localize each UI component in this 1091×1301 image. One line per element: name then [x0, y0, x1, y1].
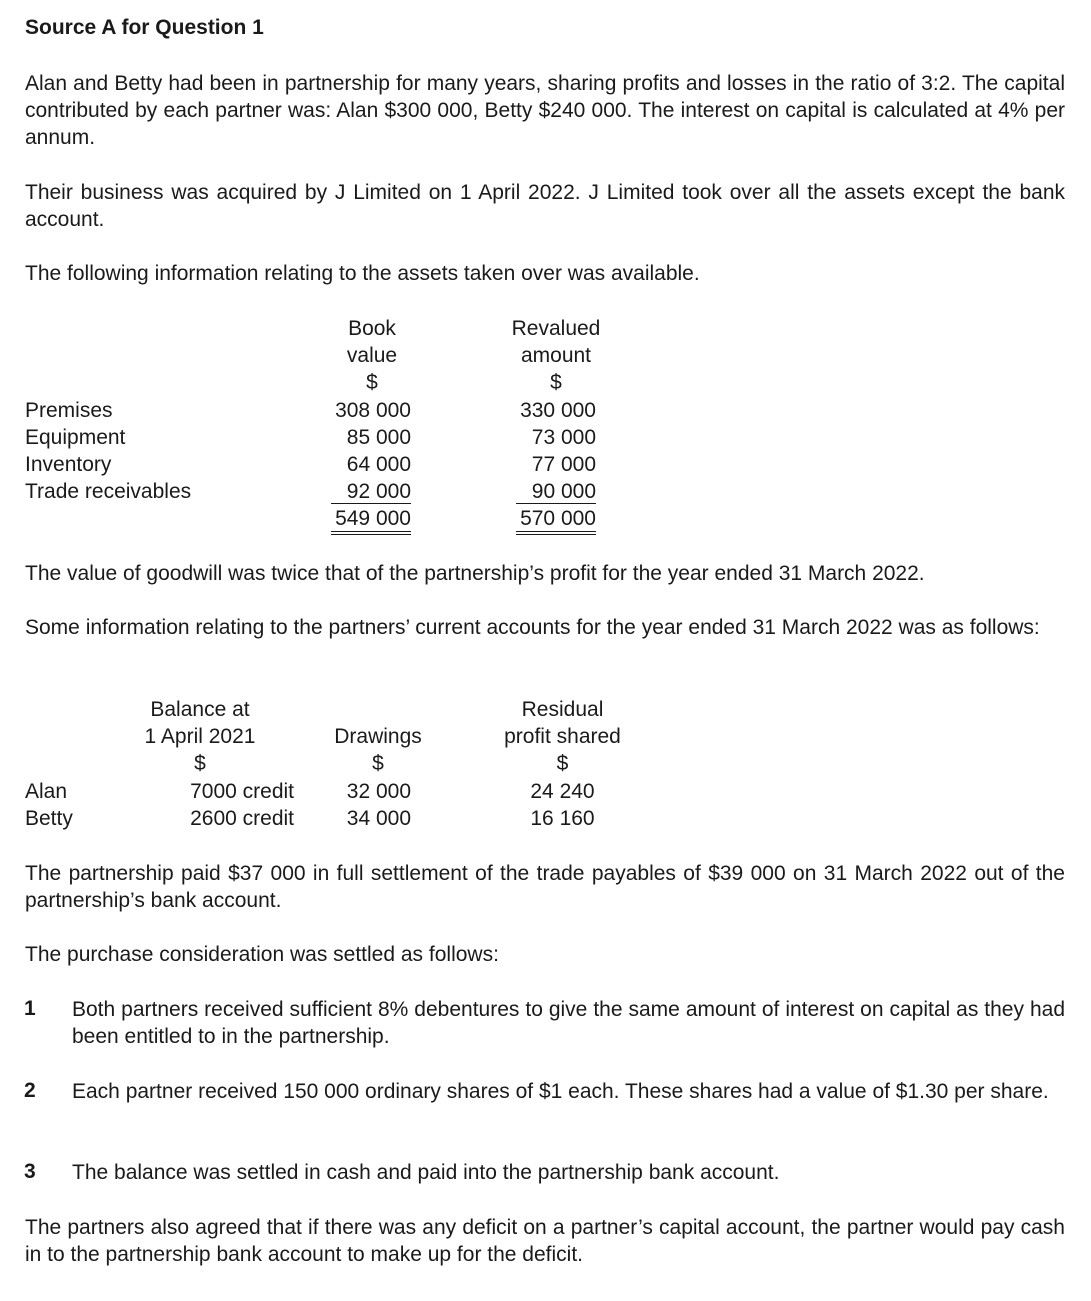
asset-revalued-amount: 90 000	[516, 478, 596, 504]
drawings-header: Drawings	[334, 725, 422, 748]
book-value-unit: $	[366, 371, 378, 394]
asset-book-value: 64 000	[346, 453, 411, 476]
assets-intro-paragraph: The following information relating to the assets taken over was available.	[25, 262, 700, 285]
partner-drawings: 34 000	[346, 807, 411, 830]
revalued-unit: $	[550, 371, 562, 394]
deficit-paragraph: The partners also agreed that if there was any deficit on a partner’s capital account, the partner would pay cash in to the partnership bank account to make up for the deficit.	[25, 1216, 1065, 1266]
list-item-text: Both partners received sufficient 8% debentures to give the same amount of interest on capital as they had been entitled to in the partnership.	[72, 998, 1065, 1048]
list-item-number: 2	[24, 1079, 36, 1102]
partner-residual-profit: 24 240	[530, 780, 595, 803]
partner-name: Betty	[25, 807, 73, 830]
revalued-header-line2: amount	[520, 344, 592, 367]
partner-balance: 2600 credit	[190, 807, 294, 830]
asset-book-value: 308 000	[335, 399, 411, 422]
asset-revalued-amount: 330 000	[520, 399, 596, 422]
current-accounts-intro: Some information relating to the partners’ current accounts for the year ended 31 March 2022 was as follows:	[25, 616, 1040, 639]
list-item-text: The balance was settled in cash and paid into the partnership bank account.	[72, 1161, 780, 1184]
acquisition-paragraph: Their business was acquired by J Limited on 1 April 2022. J Limited took over all the assets except the bank account.	[25, 181, 1065, 231]
asset-revalued-amount: 77 000	[531, 453, 596, 476]
partner-residual-profit: 16 160	[530, 807, 595, 830]
intro-paragraph: Alan and Betty had been in partnership for many years, sharing profits and losses in the ratio of 3:2. The capital contributed by each partner was: Alan $300 000, Betty $240 000. The interest on capital is calculated at 4% per annum.	[25, 72, 1065, 149]
asset-name: Inventory	[25, 453, 112, 476]
drawings-unit: $	[372, 752, 384, 775]
asset-name: Trade receivables	[25, 480, 192, 503]
goodwill-paragraph: The value of goodwill was twice that of the partnership’s profit for the year ended 31 March 2022.	[25, 562, 925, 585]
asset-revalued-amount: 73 000	[531, 426, 596, 449]
asset-book-value: 85 000	[346, 426, 411, 449]
revalued-total: 570 000	[516, 505, 596, 535]
partner-name: Alan	[25, 780, 68, 803]
balance-header-line2: 1 April 2021	[144, 725, 256, 748]
asset-book-value: 92 000	[331, 478, 411, 504]
consideration-intro: The purchase consideration was settled as follows:	[25, 943, 499, 966]
list-item-text: Each partner received 150 000 ordinary shares of $1 each. These shares had a value of $1.30 per share.	[72, 1080, 1049, 1103]
residual-header-line1: Residual	[521, 698, 604, 721]
residual-header-line2: profit shared	[504, 725, 621, 748]
asset-name: Equipment	[25, 426, 126, 449]
source-heading: Source A for Question 1	[25, 16, 264, 39]
partner-drawings: 32 000	[346, 780, 411, 803]
book-value-total: 549 000	[331, 505, 411, 535]
trade-payables-paragraph: The partnership paid $37 000 in full settlement of the trade payables of $39 000 on 31 March 2022 out of the partnership’s bank account.	[25, 862, 1065, 912]
balance-header-line1: Balance at	[150, 698, 250, 721]
residual-unit: $	[556, 752, 569, 775]
book-value-header-line1: Book	[348, 317, 396, 340]
balance-unit: $	[194, 752, 206, 775]
partner-balance: 7000 credit	[190, 780, 294, 803]
book-value-header-line2: value	[346, 344, 398, 367]
asset-name: Premises	[25, 399, 113, 422]
list-item-number: 3	[24, 1160, 36, 1183]
list-item-number: 1	[24, 997, 36, 1020]
revalued-header-line1: Revalued	[511, 317, 601, 340]
